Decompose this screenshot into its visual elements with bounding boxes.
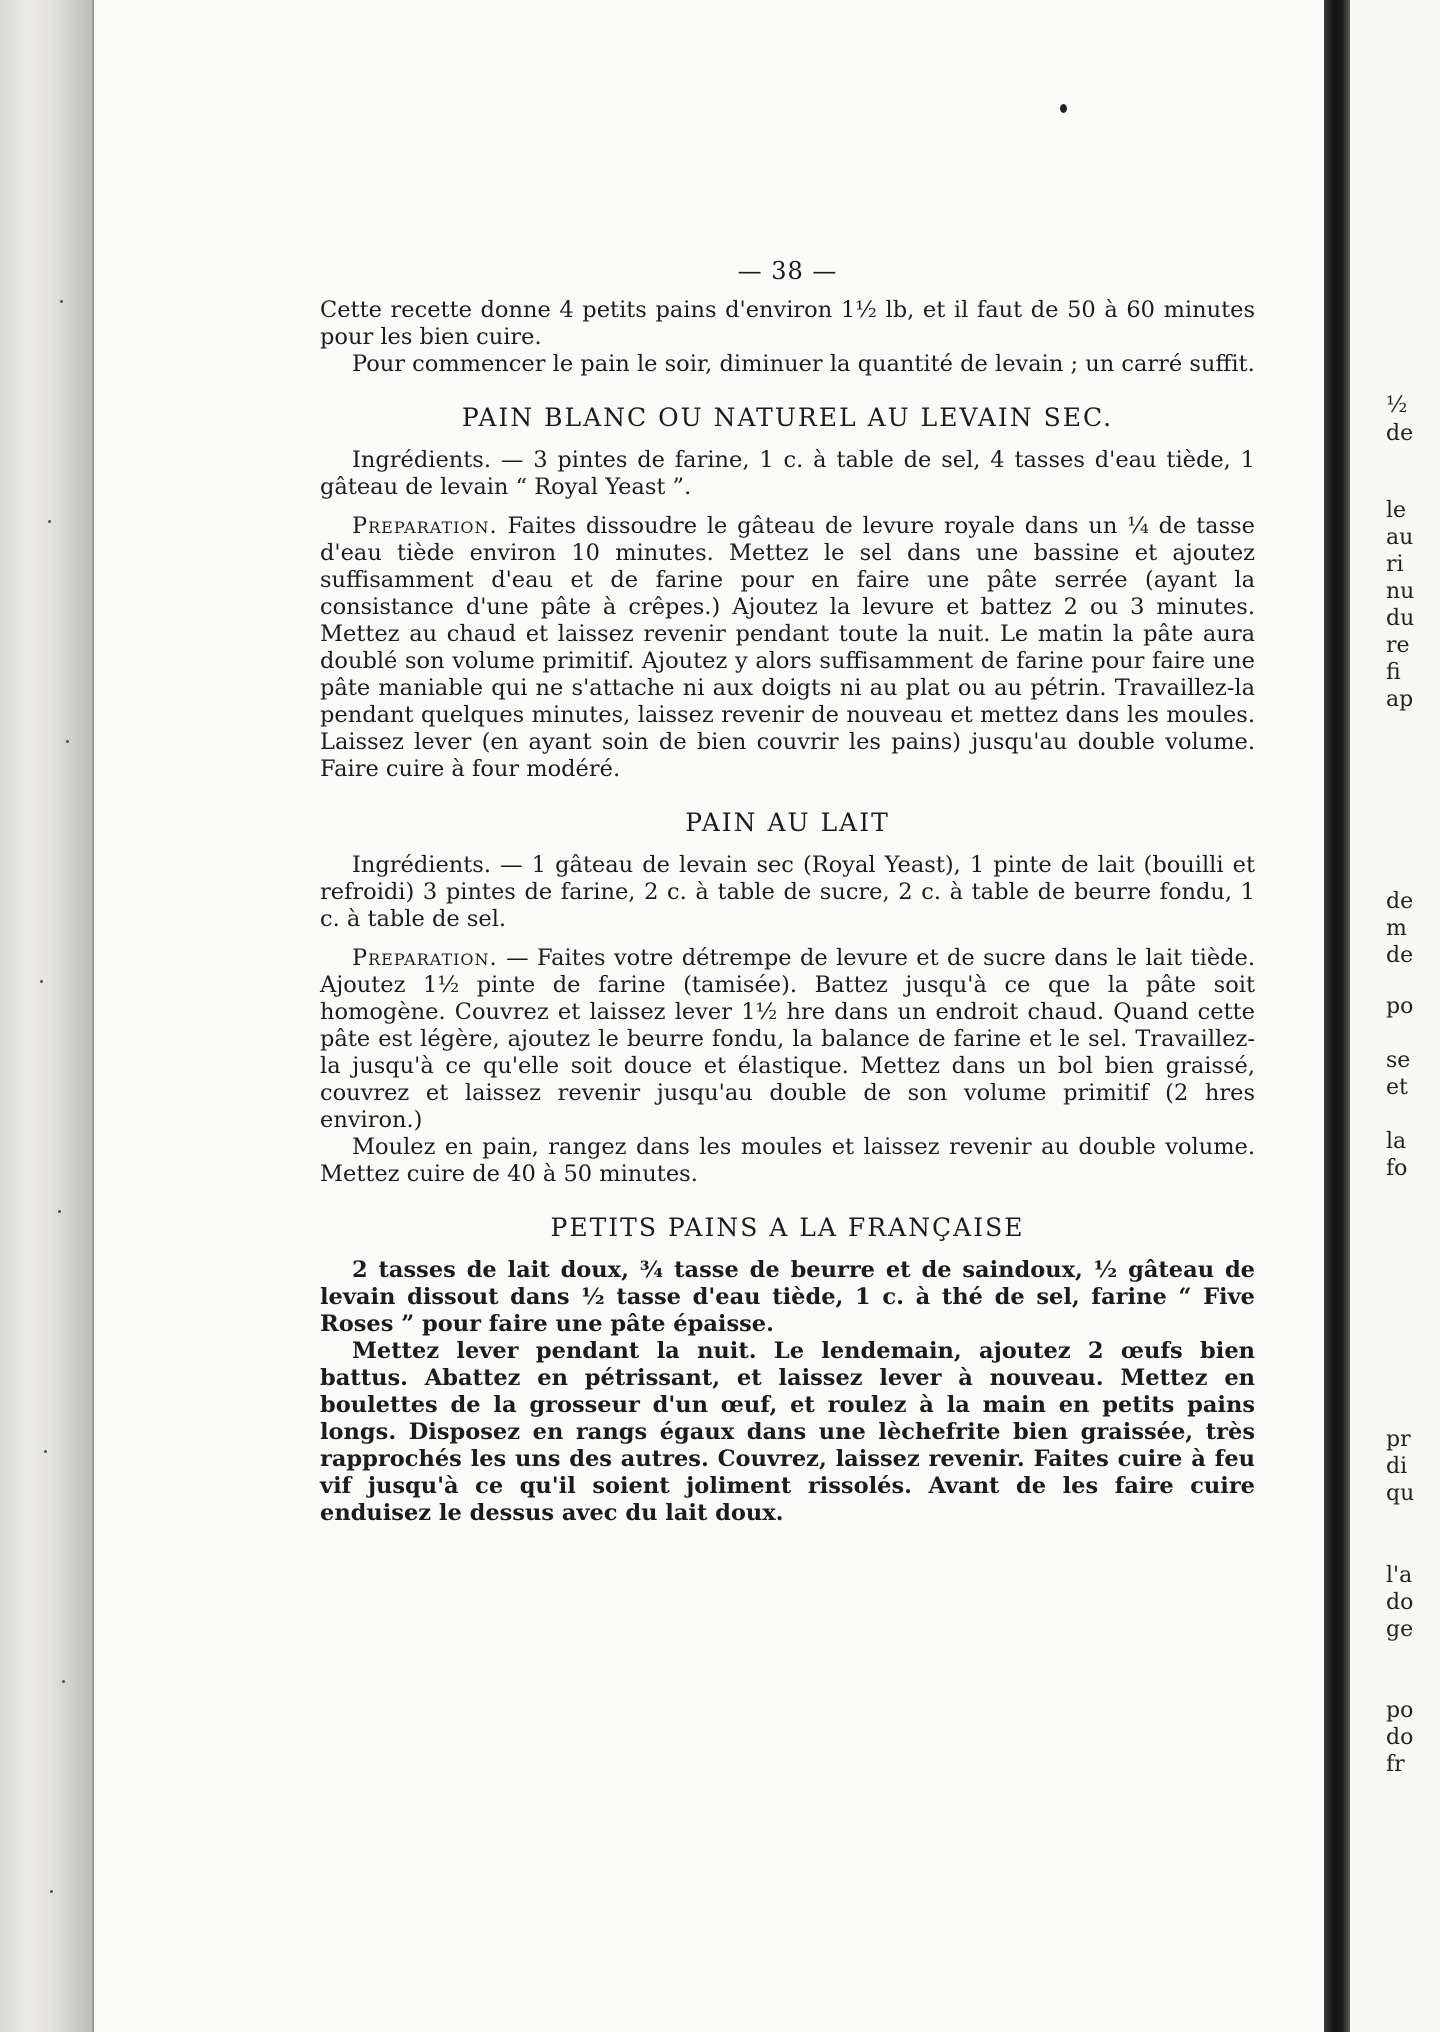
next-page-fragment: du bbox=[1386, 606, 1415, 631]
ingredients-petits-pains: 2 tasses de lait doux, ¾ tasse de beurre et de saindoux, ½ gâteau de levain dissout dans ½ tasse d'eau tiède, 1 c. à thé de sel, farine “ Five Roses ” pour faire une pâte épaisse. bbox=[320, 1257, 1255, 1337]
next-page-fragment: m bbox=[1386, 916, 1407, 941]
next-page-fragment: qu bbox=[1386, 1481, 1415, 1506]
next-page-fragment: fo bbox=[1386, 1156, 1408, 1181]
next-page-fragment: di bbox=[1386, 1454, 1408, 1479]
ink-speck bbox=[1060, 104, 1067, 113]
section-title-petits-pains: PETITS PAINS A LA FRANÇAISE bbox=[550, 1213, 1025, 1242]
next-page-fragment: re bbox=[1386, 633, 1410, 658]
preparation-label: Preparation. bbox=[352, 513, 498, 539]
method-petits-pains: Mettez lever pendant la nuit. Le lendemain, ajoutez 2 œufs bien battus. Abattez en pétrissant, et laissez lever à nouveau. Mettez en boulettes de la grosseur d'un œuf, et roulez à la main en petits pains longs. Disposez en rangs égaux dans une lèchefrite bien graissée, très rapprochés les uns des autres. Couvrez, laissez revenir. Faites cuire à feu vif jusqu'à ce qu'il soient joliment rissolés. Avant de les faire cuire enduisez le dessus avec du lait doux. bbox=[320, 1338, 1255, 1526]
preparation-pain-au-lait bbox=[320, 945, 1255, 1134]
next-page-fragment: ge bbox=[1386, 1617, 1414, 1642]
next-page-fragment: po bbox=[1386, 994, 1414, 1019]
book-gutter bbox=[0, 0, 92, 2032]
next-page-fragment: ap bbox=[1386, 687, 1414, 712]
next-page-fragment: do bbox=[1386, 1590, 1414, 1615]
page-number: — 38 — bbox=[737, 257, 838, 285]
next-page-fragment: ½ bbox=[1386, 393, 1408, 418]
next-page-fragment: au bbox=[1386, 525, 1414, 550]
next-page-fragment: do bbox=[1386, 1725, 1414, 1750]
ingredients-pain-au-lait: Ingrédients. — 1 gâteau de levain sec (Royal Yeast), 1 pinte de lait (bouilli et refroidi) 3 pintes de farine, 2 c. à table de sucre, 2 c. à table de beurre fondu, 1 c. à table de sel. bbox=[320, 852, 1255, 932]
next-page-fragment: ri bbox=[1386, 552, 1404, 577]
preparation-pain-blanc bbox=[320, 513, 1255, 783]
preparation-text: — Faites votre détrempe de levure et de sucre dans le lait tiède. Ajoutez 1½ pinte de farine (tamisée). Battez jusqu'à ce que la pâte soit homogène. Couvrez et laissez lever 1½ hre dans un endroit chaud. Quand cette pâte est légère, ajoutez le beurre fondu, la balance de farine et le sel. Travaillez-la jusqu'à ce qu'elle soit douce et élastique. Mettez dans un bol bien graissé, couvrez et laissez revenir jusqu'au double de son volume primitif (2 hres environ.) bbox=[320, 945, 1255, 1133]
next-page-fragment: po bbox=[1386, 1698, 1414, 1723]
section-title-pain-blanc: PAIN BLANC OU NATUREL AU LEVAIN SEC. bbox=[461, 403, 1114, 432]
next-page-fragment: fi bbox=[1386, 660, 1401, 685]
section-title-pain-au-lait: PAIN AU LAIT bbox=[685, 808, 890, 837]
final-paragraph-pain-au-lait: Moulez en pain, rangez dans les moules et laissez revenir au double volume. Mettez cuire de 40 à 50 minutes. bbox=[320, 1134, 1255, 1187]
next-page-fragment: l'a bbox=[1386, 1563, 1413, 1588]
next-page-fragment: de bbox=[1386, 421, 1414, 446]
next-page-fragment: fr bbox=[1386, 1752, 1405, 1777]
intro-paragraph-1: Cette recette donne 4 petits pains d'environ 1½ lb, et il faut de 50 à 60 minutes pour les bien cuire. bbox=[320, 297, 1255, 350]
next-page-fragment: pr bbox=[1386, 1427, 1411, 1452]
next-page-fragment: le bbox=[1386, 498, 1407, 523]
preparation-label: Preparation. bbox=[352, 945, 498, 971]
ingredients-pain-blanc: Ingrédients. — 3 pintes de farine, 1 c. à table de sel, 4 tasses d'eau tiède, 1 gâteau de levain “ Royal Yeast ”. bbox=[320, 447, 1255, 500]
next-page-fragment: la bbox=[1386, 1129, 1407, 1154]
next-page-fragment: de bbox=[1386, 889, 1414, 914]
next-page-fragment: de bbox=[1386, 943, 1414, 968]
page-content bbox=[320, 258, 1255, 1527]
next-page-fragment: se bbox=[1386, 1048, 1411, 1073]
intro-paragraph-2: Pour commencer le pain le soir, diminuer la quantité de levain ; un carré suffit. bbox=[352, 351, 1255, 377]
book-spine bbox=[1324, 0, 1350, 2032]
preparation-text: Faites dissoudre le gâteau de levure royale dans un ¼ de tasse d'eau tiède environ 10 minutes. Mettez le sel dans une bassine et ajoutez suffisamment d'eau et de farine pour en faire une pâte serrée (ayant la consistance d'une pâte à crêpes.) Ajoutez la levure et battez 2 ou 3 minutes. Mettez au chaud et laissez revenir pendant toute la nuit. Le matin la pâte aura doublé son volume primitif. Ajoutez y alors suffisamment de farine pour faire une pâte maniable qui ne s'attache ni aux doigts ni au plat ou au pétrin. Travaillez-la pendant quelques minutes, laissez revenir de nouveau et mettez dans les moules. Laissez lever (en ayant soin de bien couvrir les pains) jusqu'au double volume. Faire cuire à four modéré. bbox=[320, 513, 1255, 782]
next-page-fragment: nu bbox=[1386, 579, 1415, 604]
next-page-fragment: et bbox=[1386, 1075, 1408, 1100]
